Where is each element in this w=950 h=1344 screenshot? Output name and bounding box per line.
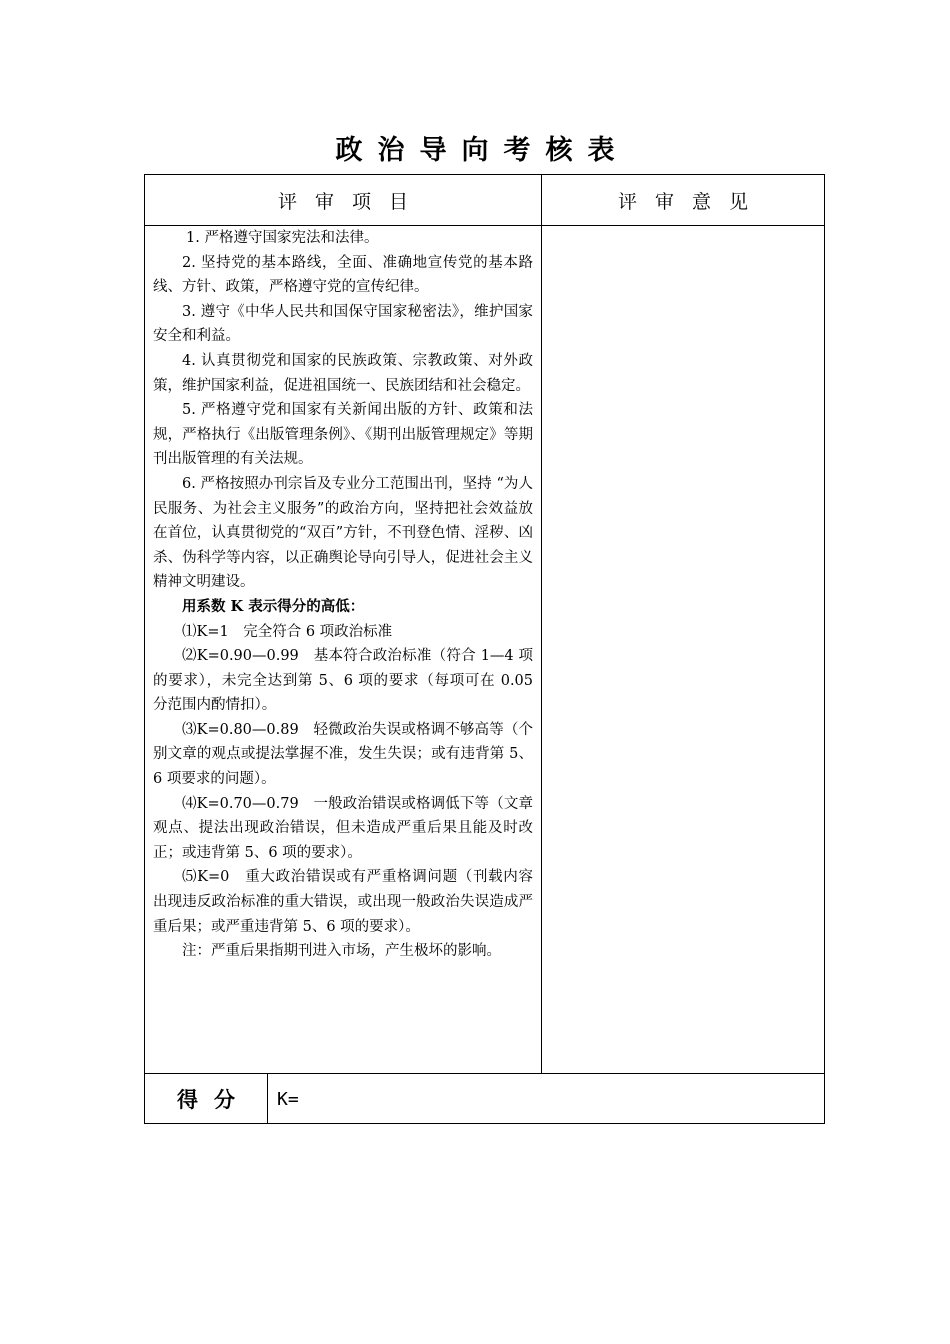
- note: 注：严重后果指期刊进入市场，产生极坏的影响。: [182, 943, 501, 960]
- grade-item: ⑷K=0.70—0.79 一般政治错误或格调低下等（文章观点、提法出现政治错误，但未造成严重后果且能及时改正；或违背第 5、6 项的要求）。: [153, 795, 533, 861]
- grade-item: ⑸K=0 重大政治错误或有严重格调问题（刊载内容出现违反政治标准的重大错误，或出现一般政治失误造成严重后果；或严重违背第 5、6 项的要求）。: [153, 869, 533, 935]
- review-items-content: [153, 226, 533, 964]
- assessment-form: [144, 174, 825, 1124]
- list-item: 5. 严格遵守党和国家有关新闻出版的方针、政策和法规，严格执行《出版管理条例》、《期刊出版管理规定》等期刊出版管理的有关法规。: [153, 402, 533, 468]
- header-review-items: 评审项目: [277, 190, 426, 213]
- list-item: 2. 坚持党的基本路线，全面、准确地宣传党的基本路线、方针、政策，严格遵守党的宣传纪律。: [153, 254, 533, 296]
- list-item: 4. 认真贯彻党和国家的民族政策、宗教政策、对外政策，维护国家利益，促进祖国统一、民族团结和社会稳定。: [153, 352, 533, 394]
- list-item: 6. 严格按照办刊宗旨及专业分工范围出刊，坚持 “为人民服务、为社会主义服务”的政治方向，坚持把社会效益放在首位，认真贯彻党的“双百”方针，不刊登色情、淫秽、凶杀、伪科学等内容，以正确舆论导向引导人，促进社会主义精神文明建设。: [153, 475, 533, 591]
- page-title: 政治导向考核表: [335, 135, 630, 166]
- score-field[interactable]: K=: [277, 1088, 299, 1110]
- list-item: 3. 遵守《中华人民共和国保守国家秘密法》，维护国家安全和利益。: [153, 303, 533, 345]
- column-divider: [541, 175, 542, 1073]
- coefficient-heading: 用系数 K 表示得分的高低：: [182, 597, 365, 615]
- score-label: 得分: [177, 1087, 251, 1112]
- grade-item: ⑶K=0.80—0.89 轻微政治失误或格调不够高等（个别文章的观点或提法掌握不准，发生失误；或有违背第 5、6 项要求的问题）。: [153, 721, 533, 788]
- header-review-opinion: 评审意见: [617, 190, 766, 213]
- score-column-divider: [267, 1073, 268, 1124]
- list-item: 1. 严格遵守国家宪法和法律。: [186, 230, 379, 246]
- grade-item: ⑵K=0.90—0.99 基本符合政治标准（符合 1—4 项的要求），未完全达到第 5、6 项的要求（每项可在 0.05 分范围内酌情扣）。: [153, 648, 533, 714]
- grade-item: ⑴K=1 完全符合 6 项政治标准: [182, 623, 393, 640]
